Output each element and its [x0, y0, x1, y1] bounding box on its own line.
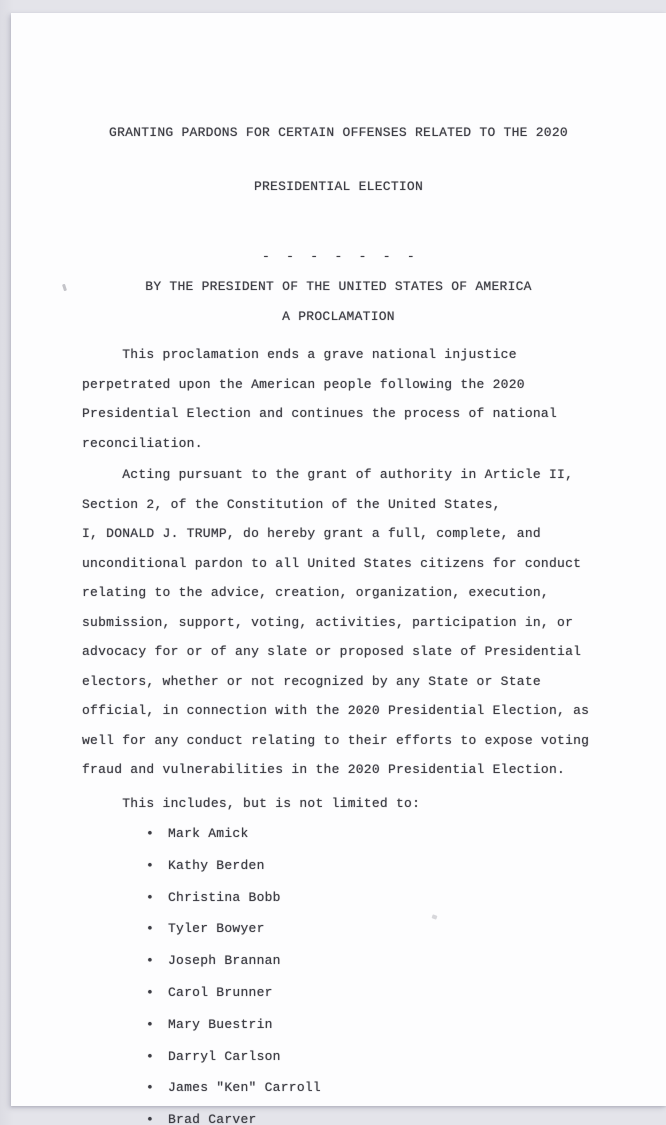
bullet-icon: • — [146, 921, 155, 937]
pardoned-name-item — [82, 818, 666, 850]
pardoned-name: Brad Carver — [168, 1112, 257, 1125]
bullet-icon: • — [146, 984, 155, 1000]
pardoned-name: Tyler Bowyer — [168, 921, 265, 937]
pardoned-name: Joseph Brannan — [168, 953, 281, 969]
pardoned-name-item — [82, 977, 666, 1009]
text-line: Section 2, of the Constitution of the United States, — [82, 496, 501, 512]
bullet-icon: • — [146, 857, 155, 873]
pardoned-name: Mary Buestrin — [168, 1016, 273, 1032]
subtitle-a-proclamation: A PROCLAMATION — [282, 309, 395, 324]
pardoned-name: Christina Bobb — [168, 889, 281, 905]
separator-dashes: - - - - - - - — [262, 249, 415, 264]
pardoned-name-item — [82, 882, 666, 914]
text-line: official, in connection with the 2020 Presidential Election, as — [82, 703, 590, 718]
pardoned-name-item — [82, 1104, 666, 1125]
document-title — [11, 88, 666, 232]
pardoned-name-item — [82, 850, 666, 882]
byline: BY THE PRESIDENT OF THE UNITED STATES OF AMERICA — [145, 279, 532, 294]
bullet-icon: • — [146, 826, 155, 841]
text-line: Acting pursuant to the grant of authority in Article II, — [82, 467, 574, 482]
bullet-icon: • — [146, 1016, 155, 1032]
paragraph-1 — [82, 340, 666, 458]
list-intro: This includes, but is not limited to: — [82, 795, 421, 811]
pardoned-name: James "Ken" Carroll — [168, 1080, 321, 1096]
text-line: relating to the advice, creation, organization, execution, — [82, 585, 549, 600]
pardoned-names-list — [82, 818, 666, 1125]
bullet-icon: • — [146, 1080, 155, 1096]
text-line: well for any conduct relating to their efforts to expose voting — [82, 732, 590, 748]
paragraph-2 — [82, 460, 666, 785]
text-line: perpetrated upon the American people following the 2020 — [82, 376, 525, 392]
pardoned-name-item — [82, 1041, 666, 1073]
pardoned-name-item — [82, 913, 666, 945]
pardoned-name: Kathy Berden — [168, 857, 265, 873]
document-page — [11, 13, 666, 1125]
title-line-2: PRESIDENTIAL ELECTION — [253, 179, 424, 194]
title-line-1: GRANTING PARDONS FOR CERTAIN OFFENSES RELATED TO THE 2020 — [109, 125, 568, 140]
pardoned-name: Mark Amick — [168, 826, 249, 841]
pardoned-name-item — [82, 945, 666, 977]
text-line: fraud and vulnerabilities in the 2020 Presidential Election. — [82, 762, 566, 777]
text-line: electors, whether or not recognized by any State or State — [82, 673, 541, 689]
pardoned-name-item — [82, 1072, 666, 1104]
bullet-icon: • — [146, 953, 155, 969]
document-body — [11, 340, 666, 1125]
pardoned-name: Carol Brunner — [168, 984, 273, 1000]
text-line: submission, support, voting, activities, participation in, or — [82, 614, 574, 630]
text-line: This proclamation ends a grave national injustice — [82, 347, 517, 362]
text-line: reconciliation. — [82, 435, 203, 451]
text-line: unconditional pardon to all United States citizens for conduct — [82, 555, 582, 571]
bullet-icon: • — [146, 1112, 155, 1125]
bullet-icon: • — [146, 889, 155, 905]
bullet-icon: • — [146, 1048, 155, 1064]
text-line: Presidential Election and continues the process of national — [82, 406, 558, 421]
text-line: I, DONALD J. TRUMP, do hereby grant a full, complete, and — [82, 526, 541, 541]
text-line: advocacy for or of any slate or proposed slate of Presidential — [82, 644, 582, 659]
pardoned-name: Darryl Carlson — [168, 1048, 281, 1064]
pardoned-name-item — [82, 1009, 666, 1041]
